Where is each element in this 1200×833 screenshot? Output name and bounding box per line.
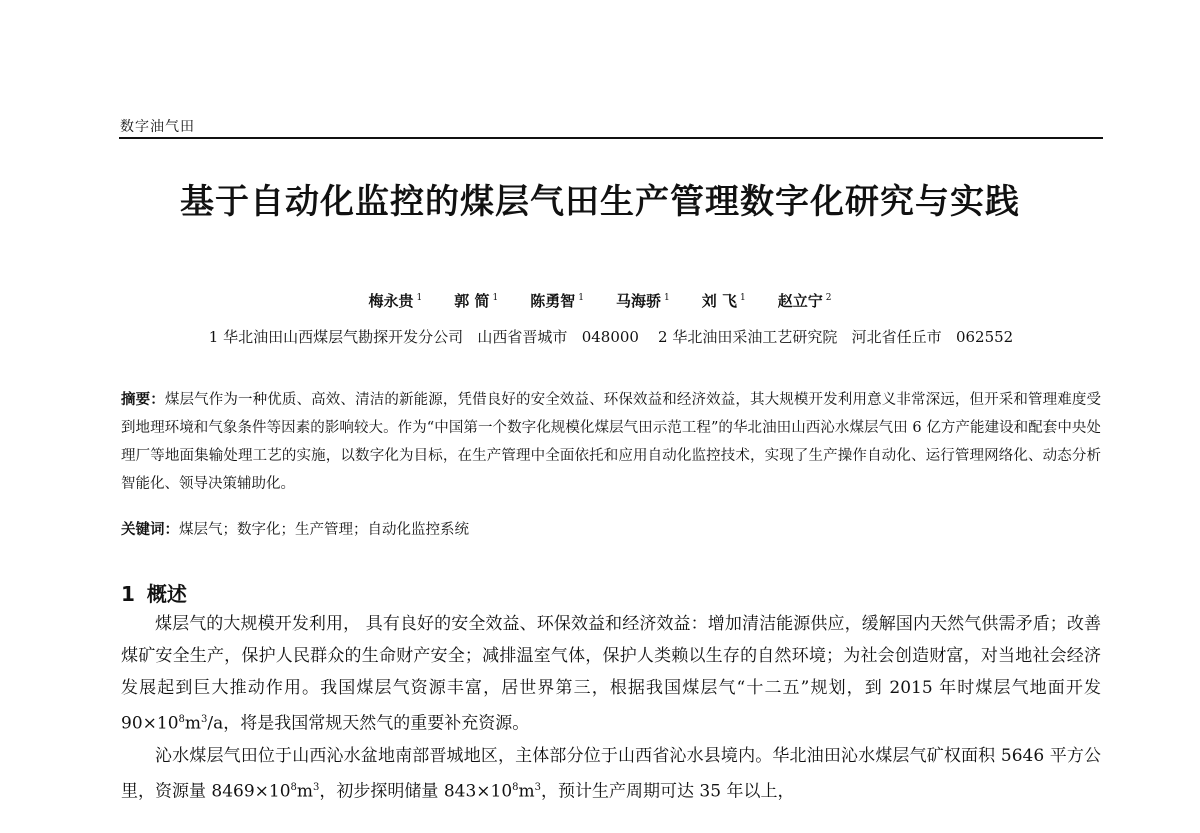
author-name: 陈勇智 — [530, 292, 576, 310]
paragraph-text: ，预计生产周期可达 35 年以上， — [541, 781, 795, 802]
author — [369, 290, 423, 311]
author — [530, 290, 584, 311]
author-name: 马海骄 — [616, 292, 662, 310]
author — [702, 290, 746, 311]
header-rule — [119, 137, 1103, 139]
author-name: 郭 简 — [454, 292, 490, 310]
paragraph-text: m — [184, 713, 202, 734]
abstract — [121, 386, 1101, 498]
author-affil-mark: 1 — [739, 293, 746, 303]
superscript: 8 — [178, 714, 185, 725]
superscript: 8 — [290, 781, 297, 793]
author-name: 梅永贵 — [368, 292, 414, 310]
author-name: 刘 飞 — [701, 292, 737, 310]
author-affil-mark: 1 — [492, 293, 499, 303]
author-affil-mark: 1 — [578, 293, 584, 303]
section-title: 概述 — [146, 582, 187, 606]
paragraph-text: m — [518, 781, 535, 802]
paper-title: 基于自动化监控的煤层气田生产管理数字化研究与实践 — [180, 182, 1020, 222]
paragraph-text: 煤层气的大规模开发利用， 具有良好的安全效益、环保效益和经济效益：增加清洁能源供应，缓解国内天然气供需矛盾；改善煤矿安全生产，保护人民群众的生命财产安全；减排温室气体，保护人类赖以生存的自然环境；为社会创造财富，对当地社会经济发展起到巨大推动作用。我国煤层气资源丰富，居世界第三，根据我国煤层气“十二五”规划，到 2015 年时煤层气地面开发 90×10 — [121, 614, 1101, 734]
author-affil-mark: 2 — [825, 293, 832, 303]
author — [454, 290, 498, 311]
superscript: 3 — [201, 714, 208, 725]
abstract-label: 摘要： — [121, 391, 165, 408]
paragraph-text: ，初步探明储量 843×10 — [319, 781, 513, 802]
keywords — [121, 516, 1101, 544]
running-header: 数字油气田 — [120, 119, 195, 135]
superscript: 3 — [313, 781, 320, 793]
author-affil-mark: 1 — [416, 293, 423, 303]
paragraph — [121, 608, 1101, 740]
superscript: 3 — [534, 781, 542, 793]
superscript: 8 — [512, 781, 519, 793]
section-heading — [121, 578, 187, 607]
paragraph-text: /a，将是我国常规天然气的重要补充资源。 — [207, 713, 530, 734]
section-number: 1 — [121, 582, 135, 606]
author — [778, 290, 832, 311]
keywords-label: 关键词： — [121, 521, 179, 538]
paragraph — [121, 740, 1101, 808]
paragraph-text: 沁水煤层气田位于山西沁水盆地南部晋城地区，主体部分位于山西省沁水县境内。华北油田沁水煤层气矿权面积 5646 平方公里，资源量 8469×10 — [121, 745, 1101, 802]
abstract-text: 煤层气作为一种优质、高效、清洁的新能源，凭借良好的安全效益、环保效益和经济效益，其大规模开发利用意义非常深远，但开采和管理难度受到地理环境和气象条件等因素的影响较大。作为“中国第一个数字化规模化煤层气田示范工程”的华北油田山西沁水煤层气田 6 亿方产能建设和配套中央处理厂等地面集输处理工艺的实施，以数字化为目标，在生产管理中全面依托和应用自动化监控技术，实现了生产操作自动化、运行管理网络化、动态分析智能化、领导决策辅助化。 — [121, 392, 1101, 492]
keywords-text: 煤层气；数字化；生产管理；自动化监控系统 — [179, 522, 469, 538]
author-list — [0, 290, 1200, 311]
body-text — [121, 608, 1101, 807]
affiliations: 1 华北油田山西煤层气勘探开发分公司 山西省晋城市 048000 2 华北油田采油工艺研究院 河北省任丘市 062552 — [208, 328, 1014, 346]
author-affil-mark: 1 — [664, 293, 670, 303]
paragraph-text: m — [296, 781, 314, 802]
author-name: 赵立宁 — [777, 292, 823, 310]
author — [616, 290, 670, 311]
